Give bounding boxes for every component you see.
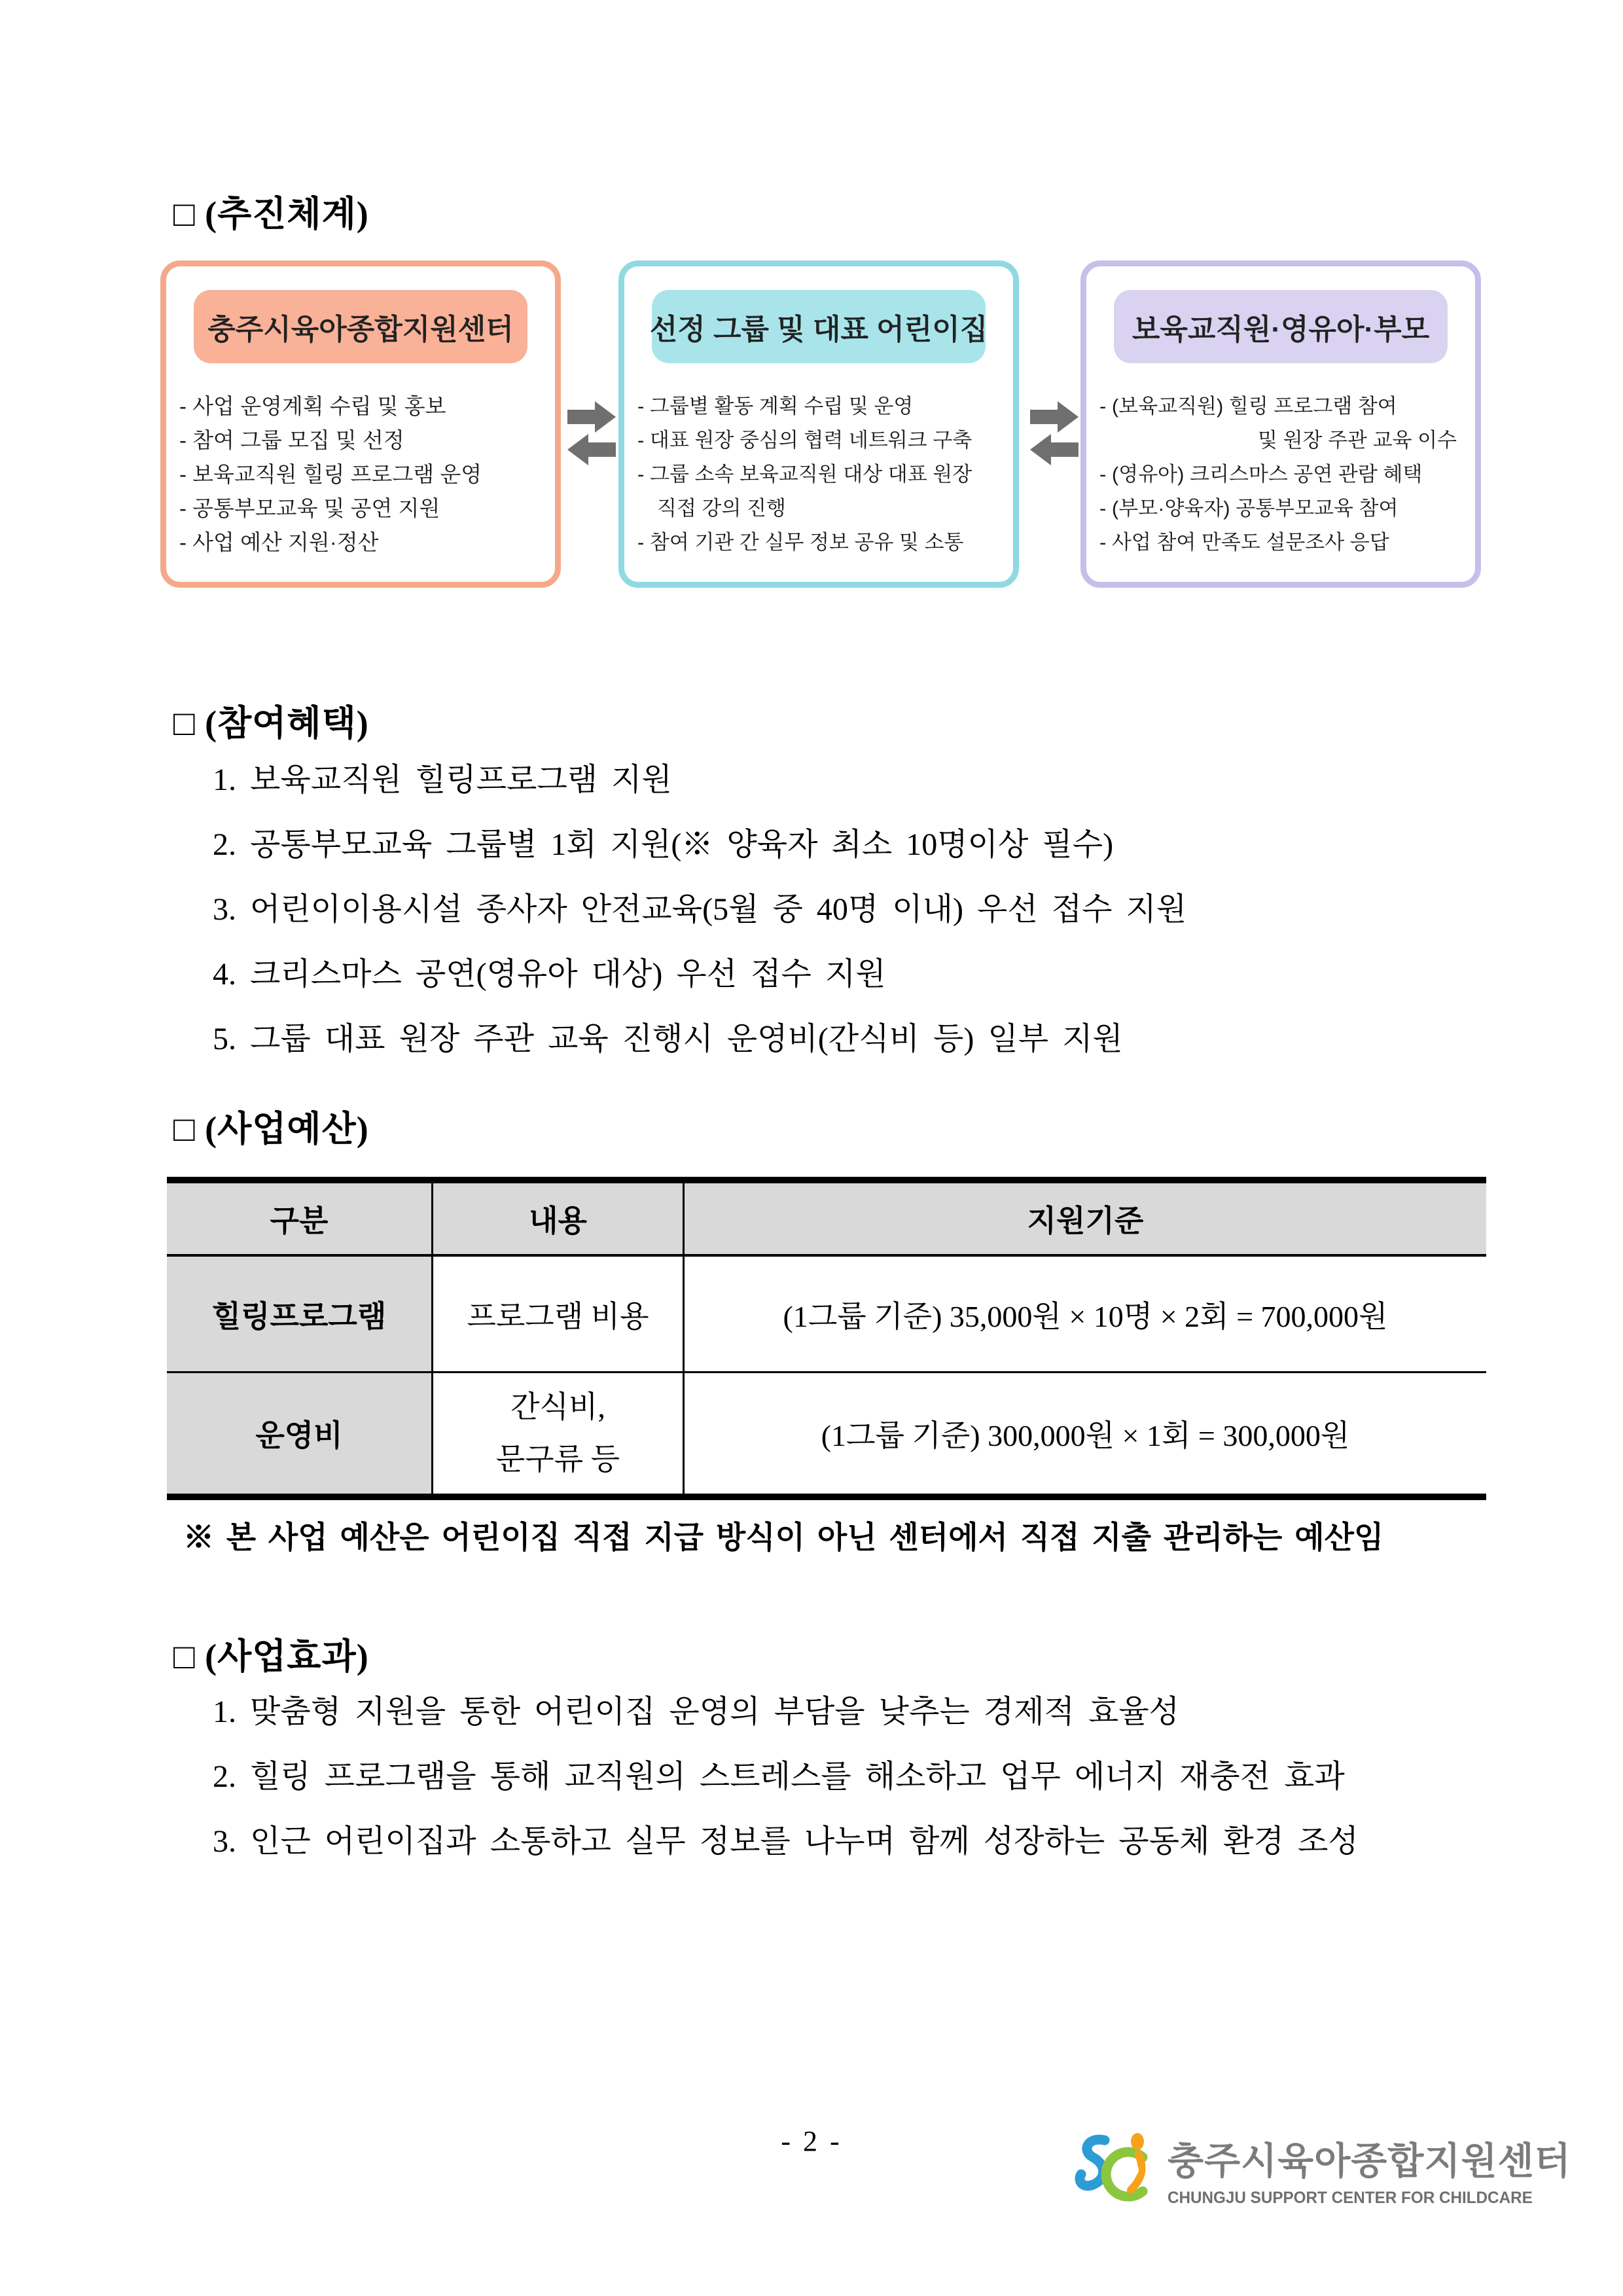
effect-item: 2. 힐링 프로그램을 통해 교직원의 스트레스를 해소하고 업무 에너지 재충전 효과 — [213, 1759, 1345, 1794]
table-cell-category: 운영비 — [167, 1373, 431, 1494]
list-item: - (보육교직원) 힐링 프로그램 참여 — [1099, 395, 1397, 418]
diagram-box-participants — [1080, 260, 1481, 588]
list-item: - 참여 그룹 모집 및 선정 — [179, 428, 404, 452]
list-item: - (부모·양육자) 공통부모교육 참여 — [1099, 497, 1399, 520]
list-item: - 대표 원장 중심의 협력 네트워크 구축 — [637, 429, 972, 452]
logo-english-name: CHUNGJU SUPPORT CENTER FOR CHILDCARE — [1168, 2189, 1533, 2207]
logo-text — [1168, 2131, 1571, 2208]
table-cell-content: 프로그램 비용 — [431, 1257, 683, 1373]
diagram-box-center-title: 충주시육아종합지원센터 — [194, 290, 528, 363]
column-header-category: 구분 — [167, 1183, 431, 1257]
list-item-continuation: 및 원장 주관 교육 이수 — [1258, 429, 1457, 452]
section-heading-system: □ (추진체계) — [173, 194, 369, 234]
section-heading-effects: □ (사업효과) — [173, 1637, 369, 1676]
column-header-content: 내용 — [431, 1183, 683, 1257]
page-number: - 2 - — [781, 2125, 842, 2157]
table-cell-criteria: (1그룹 기준) 300,000원 × 1회 = 300,000원 — [683, 1373, 1486, 1494]
budget-table — [167, 1177, 1486, 1500]
diagram-box-group — [618, 260, 1019, 588]
benefits-list — [213, 747, 1186, 1071]
effect-item: 1. 맞춤형 지원을 통한 어린이집 운영의 부담을 낮추는 경제적 효율성 — [213, 1695, 1179, 1729]
list-item: - 사업 운영계획 수립 및 홍보 — [179, 394, 446, 418]
list-item: - 그룹 소속 보육교직원 대상 대표 원장 — [637, 463, 972, 486]
list-item: - 사업 참여 만족도 설문조사 응답 — [1099, 531, 1389, 554]
list-item-continuation: 직접 강의 진행 — [657, 497, 786, 520]
column-header-criteria: 지원기준 — [683, 1183, 1486, 1257]
list-item: - 참여 기관 간 실무 정보 공유 및 소통 — [637, 531, 964, 554]
section-heading-benefits: □ (참여혜택) — [173, 704, 369, 743]
benefit-item: 3. 어린이이용시설 종사자 안전교육(5월 중 40명 이내) 우선 접수 지원 — [213, 892, 1187, 927]
diagram-box-group-title: 선정 그룹 및 대표 어린이집 — [652, 290, 986, 363]
table-cell-content — [431, 1373, 683, 1494]
diagram-box-center-list — [166, 389, 555, 560]
list-item: - 보육교직원 힐링 프로그램 운영 — [179, 462, 482, 486]
table-cell-category: 힐링프로그램 — [167, 1257, 431, 1373]
content-line: 간식비, — [510, 1390, 605, 1424]
diagram-box-group-list — [624, 389, 1013, 560]
logo-mark-icon — [1075, 2131, 1161, 2208]
table-cell-criteria: (1그룹 기준) 35,000원 × 10명 × 2회 = 700,000원 — [683, 1257, 1486, 1373]
effect-item: 3. 인근 어린이집과 소통하고 실무 정보를 나누며 함께 성장하는 공동체 환경 조성 — [213, 1824, 1359, 1859]
diagram-box-center — [160, 260, 561, 588]
effects-list — [213, 1679, 1359, 1874]
bidirectional-arrow-icon — [566, 399, 617, 471]
list-item: - 그룹별 활동 계획 수립 및 운영 — [637, 395, 914, 418]
organization-logo — [1075, 2131, 1571, 2208]
list-item: - 공통부모교육 및 공연 지원 — [179, 496, 440, 520]
benefit-item: 1. 보육교직원 힐링프로그램 지원 — [213, 762, 672, 797]
logo-korean-name: 충주시육아종합지원센터 — [1168, 2140, 1571, 2182]
list-item: - 사업 예산 지원·정산 — [179, 530, 379, 554]
bidirectional-arrow-icon — [1029, 399, 1080, 471]
list-item: - (영유아) 크리스마스 공연 관람 혜택 — [1099, 463, 1423, 486]
benefit-item: 4. 크리스마스 공연(영유아 대상) 우선 접수 지원 — [213, 957, 886, 992]
diagram-box-participants-list — [1086, 389, 1475, 560]
content-line: 문구류 등 — [495, 1443, 620, 1476]
diagram-box-participants-title: 보육교직원·영유아·부모 — [1114, 290, 1448, 363]
promotion-system-diagram — [160, 260, 1489, 588]
budget-note: ※ 본 사업 예산은 어린이집 직접 지급 방식이 아닌 센터에서 직접 지출 관리하는 예산임 — [183, 1521, 1384, 1555]
benefit-item: 2. 공통부모교육 그룹별 1회 지원(※ 양육자 최소 10명이상 필수) — [213, 827, 1114, 862]
section-heading-budget: □ (사업예산) — [173, 1109, 369, 1149]
benefit-item: 5. 그룹 대표 원장 주관 교육 진행시 운영비(간식비 등) 일부 지원 — [213, 1022, 1123, 1056]
